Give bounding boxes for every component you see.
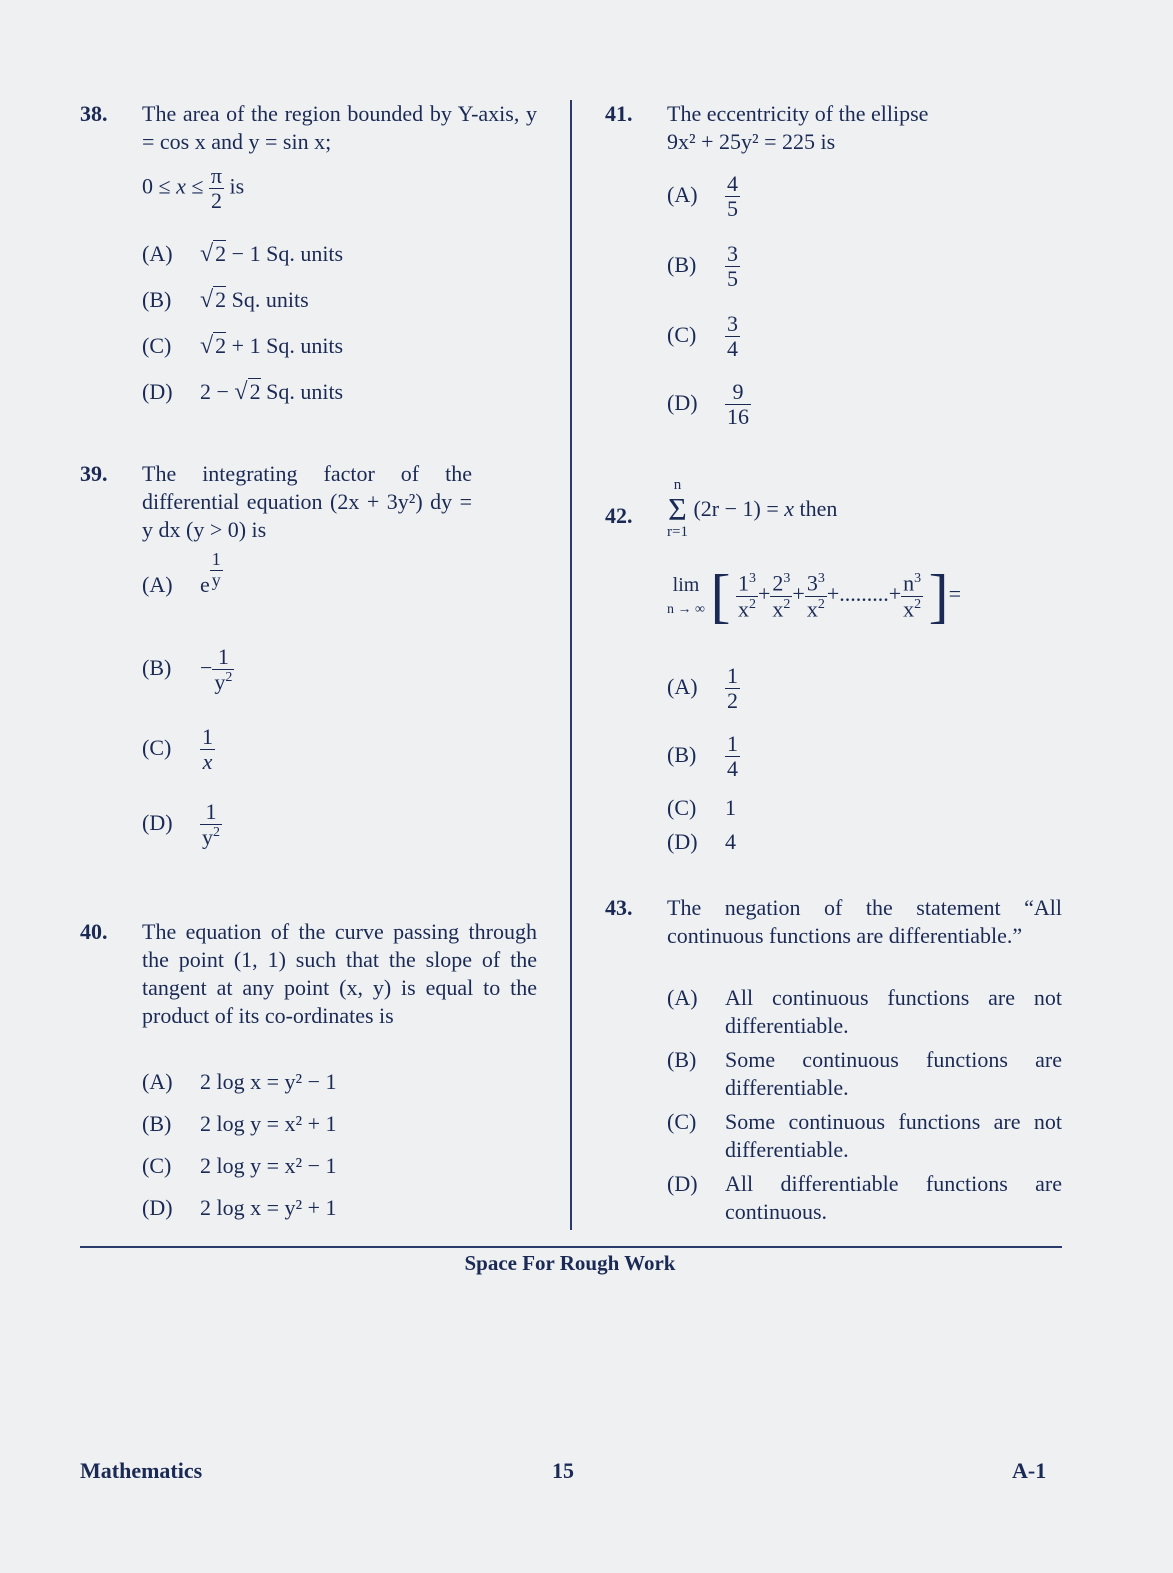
- option-label: (A): [142, 241, 173, 266]
- question-text: [142, 460, 472, 544]
- question-number: 40.: [80, 919, 108, 944]
- question-text: [667, 894, 1062, 950]
- question-stem: The negation of the statement “All continuous functions are differentiable.”: [667, 895, 1062, 948]
- option-b[interactable]: (B) − $\frac{1}{y^2}$: [142, 644, 233, 695]
- option-d[interactable]: [667, 828, 736, 868]
- option-c[interactable]: (C) $\frac{1}{x}$: [142, 724, 213, 775]
- option-text: All continuous functions are not differentiable.: [725, 985, 1062, 1038]
- question-text: [667, 100, 1062, 156]
- option-text: Some continuous functions are not differentiable.: [725, 1109, 1062, 1162]
- option-d[interactable]: (D) $\frac{9}{16}$: [667, 379, 749, 430]
- option-c[interactable]: [142, 1152, 337, 1192]
- option-label: (C): [667, 795, 697, 820]
- option-label: (A): [667, 985, 698, 1010]
- footer-subject: Mathematics: [80, 1458, 203, 1483]
- option-text: 2 log y = x² + 1: [200, 1111, 337, 1136]
- option-d[interactable]: [142, 1194, 337, 1234]
- option-b[interactable]: [667, 1046, 1062, 1102]
- option-label: (D): [667, 389, 698, 415]
- option-label: (B): [667, 251, 697, 277]
- rough-work-rule: [80, 1246, 1062, 1248]
- option-label: (C): [142, 333, 172, 358]
- option-label: (B): [142, 287, 172, 312]
- question-38-range: 0 ≤ x ≤ $\frac{\pi}{2}$ is: [142, 163, 245, 214]
- option-label: (A): [667, 181, 698, 207]
- option-a[interactable]: (A) $\frac{1}{2}$: [667, 663, 738, 714]
- option-label: (B): [142, 1111, 172, 1136]
- option-label: (A): [667, 673, 698, 699]
- option-label: (C): [667, 321, 697, 347]
- question-stem: The integrating factor of the differential equation (2x + 3y²) dy = y dx (y > 0) is: [142, 461, 472, 542]
- column-divider: [570, 100, 572, 1230]
- footer-page-number: 15: [552, 1458, 574, 1483]
- option-a[interactable]: [142, 1068, 337, 1108]
- option-c[interactable]: (C) √2 + 1 Sq. units: [142, 333, 344, 359]
- option-d[interactable]: [667, 1170, 1062, 1226]
- question-number: 41.: [605, 101, 633, 126]
- option-d[interactable]: (D) $\frac{1}{y^2}$: [142, 799, 220, 850]
- question-text: n Σ r=1 (2r − 1) = x then: [667, 477, 838, 540]
- question-number: 43.: [605, 895, 633, 920]
- option-label: (B): [667, 1047, 697, 1072]
- option-label: (D): [142, 379, 173, 404]
- option-label: (D): [142, 809, 173, 835]
- option-label: (A): [142, 1069, 173, 1094]
- option-c[interactable]: [667, 1108, 1062, 1164]
- option-label: (C): [667, 1109, 697, 1134]
- option-label: (D): [142, 1195, 173, 1220]
- rough-work-heading: Space For Rough Work: [464, 1251, 676, 1275]
- option-c[interactable]: (C) $\frac{3}{4}$: [667, 311, 738, 362]
- option-text: 2 log x = y² − 1: [200, 1069, 337, 1094]
- option-text: 2 log x = y² + 1: [200, 1195, 337, 1220]
- option-label: (D): [667, 829, 698, 854]
- option-b[interactable]: (B) $\frac{1}{4}$: [667, 731, 738, 782]
- question-stem: The eccentricity of the ellipse: [667, 101, 929, 126]
- question-text: [142, 918, 537, 1030]
- question-number: 38.: [80, 101, 108, 126]
- option-a[interactable]: (A) √2 − 1 Sq. units: [142, 241, 344, 267]
- option-b[interactable]: (B) $\frac{3}{5}$: [667, 241, 738, 292]
- option-a[interactable]: (A) e $^{\frac{1}{y}}$: [142, 549, 221, 597]
- question-number: 42.: [605, 503, 633, 528]
- option-b[interactable]: (B) √2 Sq. units: [142, 287, 309, 313]
- question-stem: The equation of the curve passing through the point (1, 1) such that the slope of the tangent at any point (x, y) is equal to the product of its co-ordinates is: [142, 919, 537, 1028]
- option-a[interactable]: (A) $\frac{4}{5}$: [667, 171, 738, 222]
- question-stem: The area of the region bounded by Y-axis, y = cos x and y = sin x;: [142, 101, 537, 154]
- footer-code: A-1: [1012, 1458, 1047, 1483]
- option-a[interactable]: [667, 984, 1062, 1040]
- question-number: 39.: [80, 461, 108, 486]
- option-text: All differentiable functions are continuous.: [725, 1171, 1062, 1224]
- option-text: 4: [725, 829, 736, 854]
- option-label: (B): [142, 654, 172, 680]
- option-label: (C): [142, 1153, 172, 1178]
- option-b[interactable]: [142, 1110, 337, 1150]
- question-42-limit: lim n → ∞ [ $\frac{1^3}{x^2}$ + $\frac{2^3}{x^2}$ + $\frac{3^3}{x^2}$ +.........+ $\frac{n^3}{x^2}$ ]=: [667, 563, 962, 629]
- option-label: (B): [667, 741, 697, 767]
- question-text: [142, 100, 537, 156]
- option-text: 1: [725, 795, 736, 820]
- option-d[interactable]: (D) 2 − √2 Sq. units: [142, 379, 344, 405]
- option-label: (A): [142, 571, 173, 597]
- option-label: (C): [142, 734, 172, 760]
- question-equation: 9x² + 25y² = 225 is: [667, 129, 836, 154]
- option-text: Some continuous functions are differentiable.: [725, 1047, 1062, 1100]
- option-label: (D): [667, 1171, 698, 1196]
- option-text: 2 log y = x² − 1: [200, 1153, 337, 1178]
